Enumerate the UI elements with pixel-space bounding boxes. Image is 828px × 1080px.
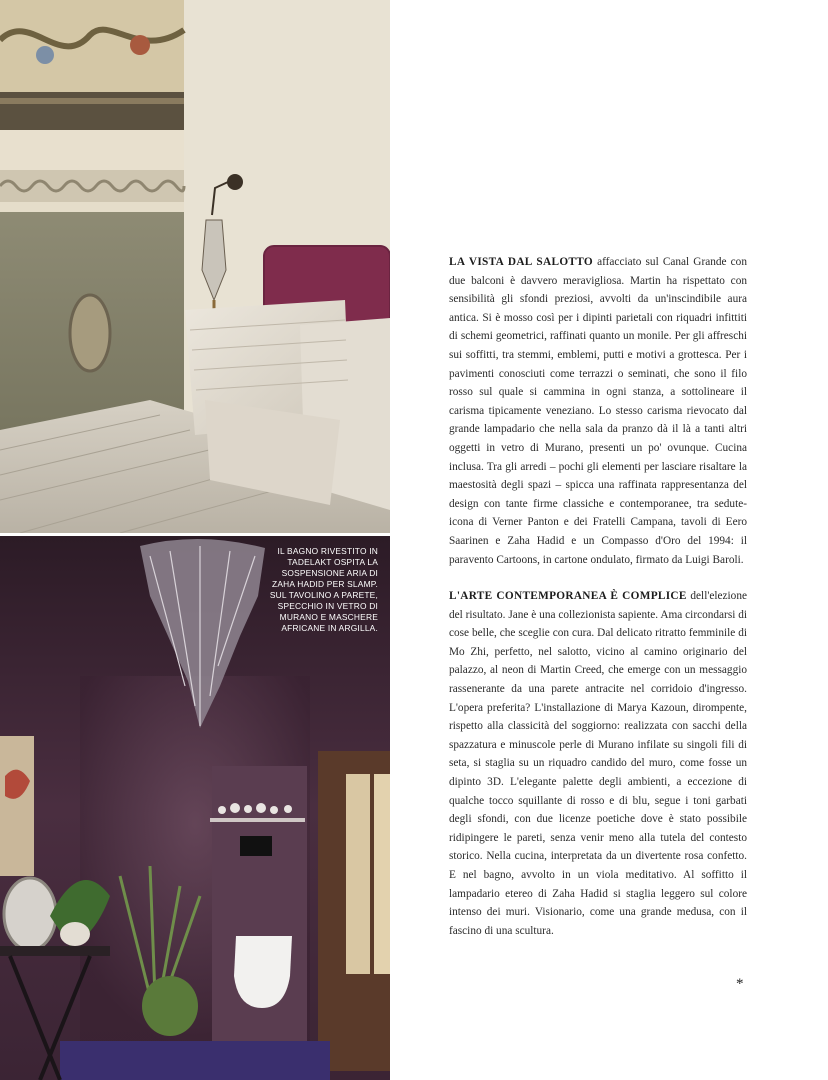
paragraph-1 — [449, 253, 747, 569]
paragraph-1-text: affacciato sul Canal Grande con due balconi è davvero meravigliosa. Martin ha rispettato con sensibilità gli sfondi preziosi, avvolti da un'inscindibile aura antica. Si è mosso così per i dipinti parietali con riquadri infittiti di schemi geometrici, raffinati quanto un monile. Per gli affreschi sui soffitti, tra stemmi, emblemi, putti e motivi a grottesca. Per i pavimenti conosciuti come terrazzi o seminati, che sono il filo rosso sul quale si cammina in ogni stanza, a sottolineare il carisma tipicamente veneziano. Lo stesso carisma rievocato dal grande lampadario che nella sala da pranzo dà il là a tanti altri oggetti in vetro di Murano, presenti un po' ovunque. Cucina inclusa. Tra gli arredi – pochi gli elementi per lasciare risaltare la maestosità degli spazi – spicca una raffinata rappresentanza del design con tante firme classiche e contemporanee, tra sedute-icona di Verner Panton e dei Fratelli Campana, tavoli di Eero Saarinen e Zaha Hadid e un Compasso d'Oro del 1994: il paravento Cartoons, in cartone ondulato, firmato da Luigi Baroli. — [449, 256, 747, 566]
paragraph-1-lead: LA VISTA DAL SALOTTO — [449, 256, 593, 268]
bedroom-photo — [0, 0, 390, 533]
article-body — [449, 253, 747, 940]
paragraph-2-lead: L'ARTE CONTEMPORANEA È COMPLICE — [449, 590, 687, 603]
paragraph-2-text: dell'elezione del risultato. Jane è una collezionista sapiente. Ama circondarsi di cose belle, che sceglie con cura. Dal delicato ritratto femminile di Mo Zhi, perfetto, nel salotto, vicino al camino originario del palazzo, al neon di Martin Creed, che emerge con un messaggio rassenerante da una parete antracite nel corridoio d'ingresso. L'opera preferita? L'installazione di Marya Kazoun, dirompente, rispetto alla classicità del soggiorno: realizzata con sacchi della spazzatura e minuscole perle di Murano infilate su singoli fili di seta, si staglia su un riquadro candido del muro, come fosse un dipinto 3D. L'elegante palette degli ambienti, a eccezione di qualche tocco squillante di rosso e di blu, segue i toni garbati degli sfondi, con due licenze poetiche dove è stato possibile ridipingere le pareti, senza venir meno alla tutela del contesto storico. Nella cucina, interpretata da un divertente rosa confetto. E nel bagno, avvolto in un viola meditativo. Al soffitto il lampadario etereo di Zaha Hadid si staglia leggero sul colore intenso dei muri. Visionario, come una grande medusa, con il fascino di una scultura. — [449, 590, 747, 937]
photo-caption: IL BAGNO RIVESTITO IN TADELAKT OSPITA LA SOSPENSIONE ARIA DI ZAHA HADID PER SLAMP. SUL TAVOLINO A PARETE, SPECCHIO IN VETRO DI MURANO E MASCHERE AFRICANE IN ARGILLA. — [269, 546, 378, 633]
bedroom-illustration — [0, 0, 390, 533]
paragraph-2 — [449, 587, 747, 940]
end-mark: * — [736, 976, 744, 992]
